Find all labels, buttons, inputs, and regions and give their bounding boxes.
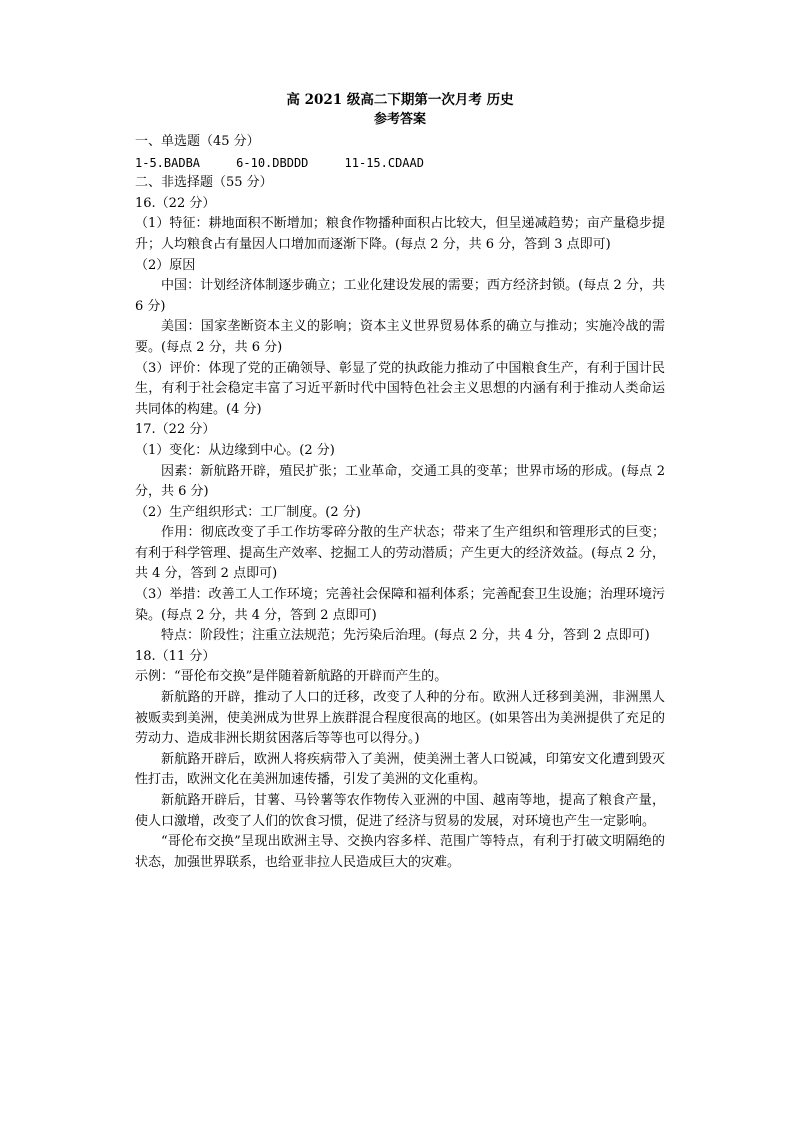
answer-document (135, 90, 665, 873)
q16-part2-heading: （2）原因 (135, 257, 196, 273)
q17-part3: （3）举措：改善工人工作环境；完善社会保障和福利体系；完善配套卫生设施；治理环境污染。(每点 2 分，共 4 分，答到 2 点即可) (135, 587, 665, 623)
q17-part1-factors: 因素：新航路开辟，殖民扩张；工业革命，交通工具的变革；世界市场的形成。(每点 2 分，共 6 分) (135, 463, 665, 500)
q16-part2-china: 中国：计划经济体制逐步确立；工业化建设发展的需要；西方经济封锁。(每点 2 分，共 6 分) (135, 278, 665, 314)
q18-example: 示例：“哥伦布交换”是伴随着新航路的开辟而产生的。 (135, 669, 448, 685)
q17-heading: 17.（22 分） (135, 422, 216, 438)
q16-part1: （1）特征：耕地面积不断增加；粮食作物播种面积占比较大，但呈递减趋势；亩产量稳步提升；人均粮食占有量因人口增加而逐渐下降。(每点 2 分，共 6 分，答到 3 点即可) (135, 216, 665, 252)
single-choice-answers: 1-5.BADBA 6-10.DBDDD 11-15.CDAAD (135, 155, 424, 170)
q17-part2: （2）生产组织形式：工厂制度。(2 分) (135, 504, 361, 520)
q18-paragraph-1: 新航路的开辟，推动了人口的迁移，改变了人种的分布。欧洲人迁移到美洲，非洲黑人被贩卖到美洲，使美洲成为世界上族群混合程度很高的地区。(如果答出为美洲提供了充足的劳动力、造成非洲长期贫困落后等等也可以得分。) (135, 690, 665, 747)
document-subtitle: 参考答案 (373, 112, 426, 127)
q18-heading: 18.（11 分） (135, 648, 216, 664)
section-single-choice-heading: 一、单选题（45 分） (135, 134, 260, 149)
q17-part2-effect: 作用：彻底改变了手工作坊零碎分散的生产状态；带来了生产组织和管理形式的巨变；有利于科学管理、提高生产效率、挖掘工人的劳动潜质；产生更大的经济效益。(每点 2 分，共 4 分，答到 2 点即可) (135, 525, 665, 582)
section-non-choice-heading: 二、非选择题（55 分） (135, 175, 273, 191)
document-title: 高 2021 级高二下期第一次月考 历史 (286, 92, 514, 108)
q17-part1: （1）变化：从边缘到中心。(2 分) (135, 442, 335, 458)
q16-heading: 16.（22 分） (135, 195, 216, 211)
q16-part2-usa: 美国：国家垄断资本主义的影响；资本主义世界贸易体系的确立与推动；实施冷战的需要。(每点 2 分，共 6 分) (135, 319, 665, 355)
q18-paragraph-4: “哥伦布交换”呈现出欧洲主导、交换内容多样、范围广等特点，有利于打破文明隔绝的状态，加强世界联系，也给亚非拉人民造成巨大的灾难。 (135, 834, 665, 870)
q17-part3-features: 特点：阶段性；注重立法规范；先污染后治理。(每点 2 分，共 4 分，答到 2 点即可) (161, 628, 650, 644)
q16-part3: （3）评价：体现了党的正确领导、彰显了党的执政能力推动了中国粮食生产，有利于国计民生，有利于社会稳定丰富了习近平新时代中国特色社会主义思想的内涵有利于推动人类命运共同体的构建。(4 分) (135, 360, 665, 417)
q18-paragraph-2: 新航路开辟后，欧洲人将疾病带入了美洲，使美洲土著人口锐减，印第安文化遭到毁灭性打击，欧洲文化在美洲加速传播，引发了美洲的文化重构。 (135, 751, 665, 788)
q18-paragraph-3: 新航路开辟后，甘薯、马铃薯等农作物传入亚洲的中国、越南等地，提高了粮食产量，使人口激增，改变了人们的饮食习惯，促进了经济与贸易的发展，对环境也产生一定影响。 (135, 793, 665, 829)
